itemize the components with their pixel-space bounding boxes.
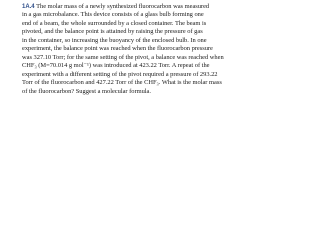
problem-line: was 327.10 Torr; for the same setting of the pivot, a balance was reached when xyxy=(22,53,224,61)
problem-line: of the fluorocarbon? Suggest a molecular formula. xyxy=(22,87,151,95)
problem-line: 1A.4 The molar mass of a newly synthesized fluorocarbon was measured xyxy=(22,3,210,10)
problem-line: end of a beam, the whole surrounded by a closed container. The beam is xyxy=(22,19,207,27)
problem-line: experiment, the balance point was reached when the fluorocarbon pressure xyxy=(22,45,213,53)
problem-line: Torr of the fluorocarbon and 427.22 Torr of the CHF₃. What is the molar mass xyxy=(22,79,222,87)
problem-line: in the container, so increasing the buoyancy of the enclosed bulb. In one xyxy=(22,36,207,44)
problem-number: 1A.4 xyxy=(22,4,35,10)
problem-line: pivoted, and the balance point is attained by raising the pressure of gas xyxy=(22,28,203,36)
problem-line: experiment with a different setting of the pivot required a pressure of 293.22 xyxy=(22,70,218,78)
problem-text xyxy=(22,3,312,96)
problem-line: in a gas microbalance. This device consists of a glass bulb forming one xyxy=(22,11,204,19)
problem-line: CHF₃ (M=70.014 g mol⁻¹) was introduced at 423.22 Torr. A repeat of the xyxy=(22,62,210,70)
